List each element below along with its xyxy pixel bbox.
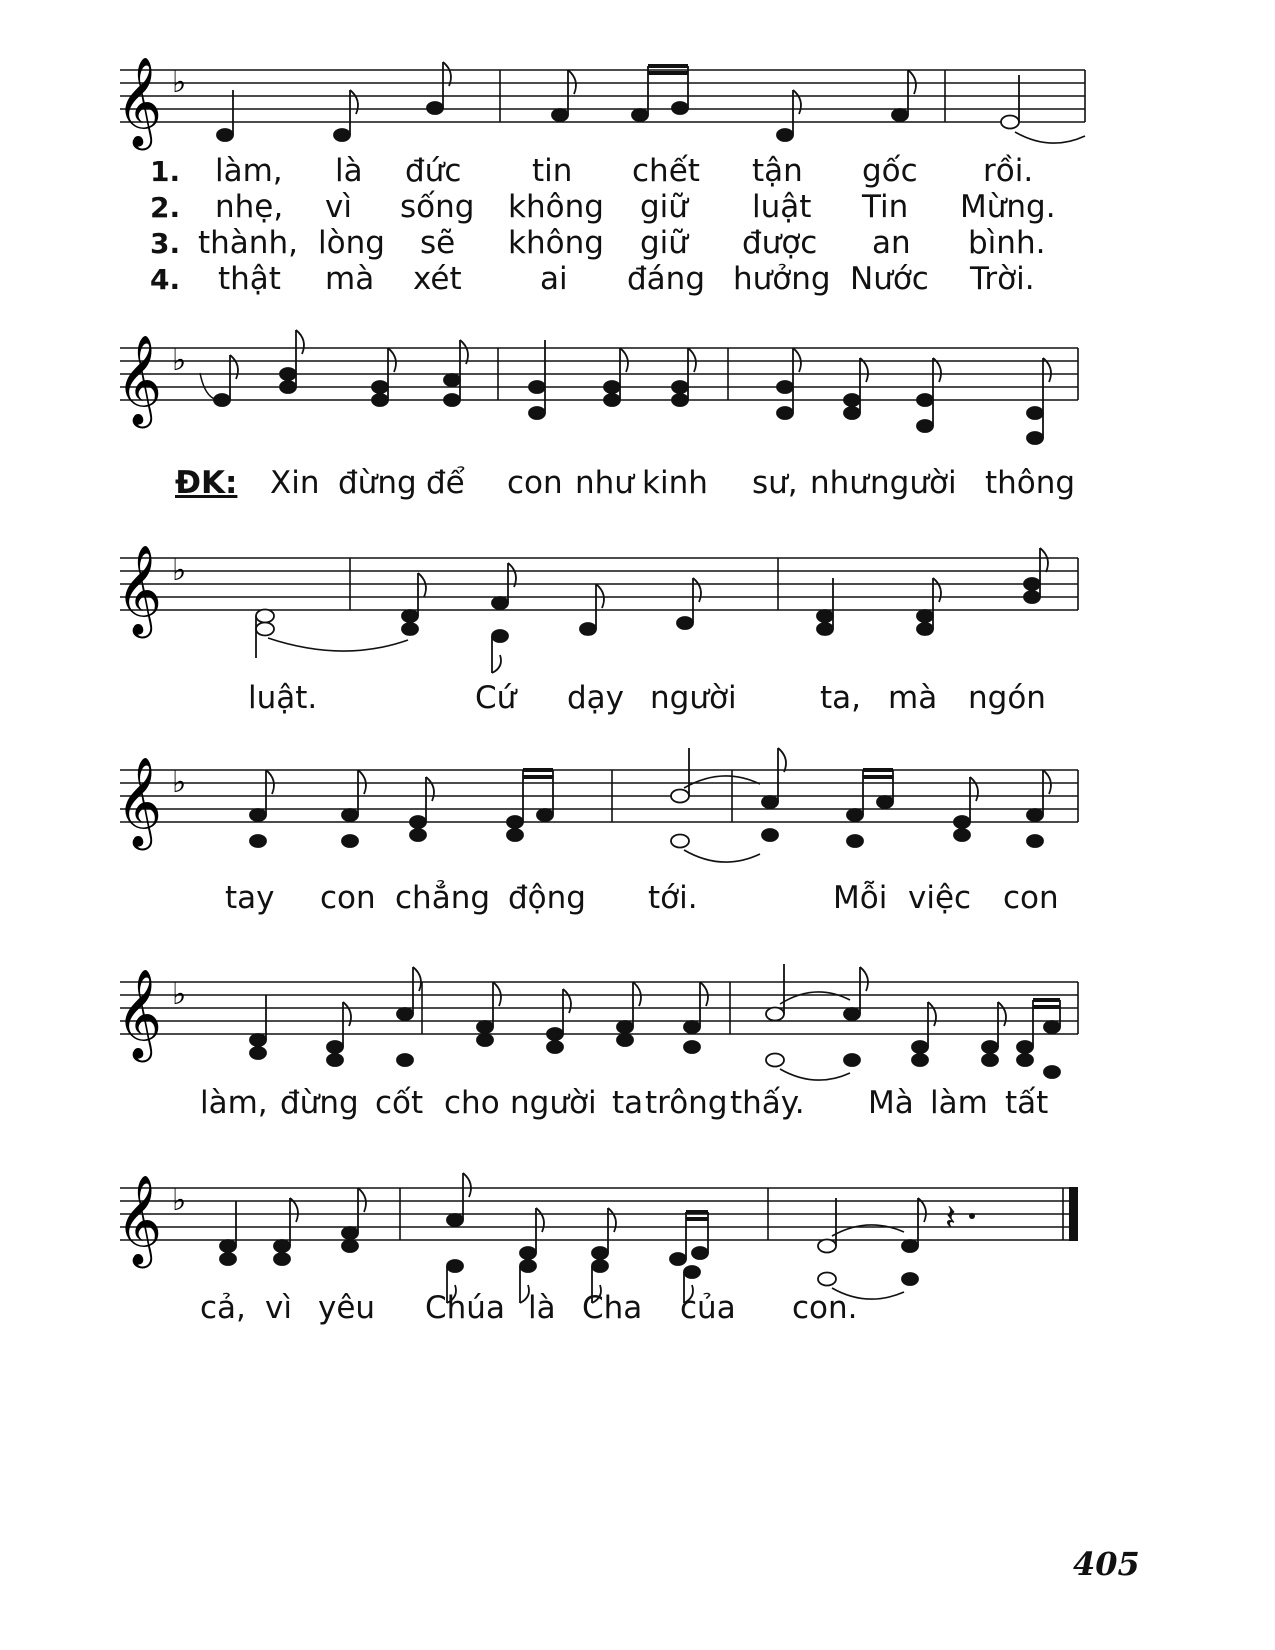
staff-system-4 [0,740,1275,880]
lyric-word: đừng [280,1085,359,1121]
lyric-word: làm, [200,1085,268,1121]
treble-clef-icon: 𝄞 [116,969,163,1059]
lyric-word: sống [400,189,475,225]
lyric-word: được [742,225,818,261]
treble-clef-icon: 𝄞 [116,545,163,635]
flat-icon: ♭ [172,1183,187,1218]
lyric-word: an [872,225,911,261]
lyric-word: như [575,465,634,501]
verse-number: 1. [150,155,181,188]
lyric-word: của [680,1290,736,1326]
lyric-word: xét [413,261,462,297]
quarter-rest-icon: 𝄽 [945,1198,957,1239]
treble-clef-icon: 𝄞 [116,757,163,847]
lyric-word: người [870,465,957,501]
lyric-word: con. [792,1290,858,1326]
lyric-word: luật [752,189,812,225]
lyric-word: ai [540,261,568,297]
lyric-word: tới. [648,880,698,916]
flat-icon: ♭ [172,977,187,1012]
lyric-word: tận [752,153,803,189]
staff-system-3 [0,528,1275,668]
flat-icon: ♭ [172,765,187,800]
lyric-word: giữ [640,189,688,225]
lyric-word: tất [1005,1085,1049,1121]
lyric-word: nhẹ, [215,189,284,225]
lyric-word: Mà [868,1085,914,1121]
lyric-word: mà [888,680,938,716]
lyric-word: con [1003,880,1059,916]
lyric-word: gốc [862,153,918,189]
flat-icon: ♭ [172,65,187,100]
lyric-word: hưởng [733,261,831,297]
lyric-word: ta, [820,680,862,716]
lyric-word: Tin [862,189,909,225]
lyric-word: làm [930,1085,988,1121]
page-number: 405 [1073,1545,1140,1583]
lyric-word: Cha [582,1290,643,1326]
refrain-label: ĐK: [175,465,238,501]
lyric-word: vì [265,1290,292,1326]
lyric-word: người [510,1085,597,1121]
lyric-word: ta [612,1085,644,1121]
lyric-word: mà [325,261,375,297]
flat-icon: ♭ [172,343,187,378]
lyric-word: Mỗi [833,880,888,916]
verse-number: 2. [150,191,181,224]
lyric-word: tay [225,880,275,916]
treble-clef-icon: 𝄞 [116,335,163,425]
lyric-word: trông [645,1085,728,1121]
lyric-word: việc [908,880,972,916]
lyric-word: Chúa [425,1290,505,1326]
lyric-word: giữ [640,225,688,261]
lyric-word: là [335,153,363,189]
lyric-word: luật. [248,680,318,716]
lyric-word: động [508,880,586,916]
lyric-word: thấy. [730,1085,805,1121]
lyric-word: Cứ [475,680,517,716]
flat-icon: ♭ [172,553,187,588]
lyric-word: chẳng [395,880,491,916]
staff-system-2 [0,318,1275,448]
staff-system-6 [0,1158,1275,1308]
lyric-word: đức [405,153,462,189]
lyric-word: cho [444,1085,500,1121]
lyric-word: thông [985,465,1076,501]
lyric-word: yêu [318,1290,376,1326]
lyric-word: tin [532,153,573,189]
lyric-word: đáng [627,261,705,297]
lyric-word: Nước [850,261,929,297]
lyric-word: cả, [200,1290,246,1326]
staff-system-5 [0,952,1275,1092]
lyric-word: người [650,680,737,716]
lyric-word: chết [632,153,700,189]
lyric-word: thật [218,261,281,297]
lyric-word: con [507,465,563,501]
lyric-word: rồi. [983,153,1034,189]
lyric-word: là [528,1290,556,1326]
lyric-word: thành, [198,225,298,261]
treble-clef-icon: 𝄞 [116,57,163,147]
verse-number: 4. [150,263,181,296]
lyric-word: ngón [968,680,1046,716]
lyric-word: đừng [338,465,417,501]
lyric-word: cốt [375,1085,424,1121]
lyric-word: làm, [215,153,283,189]
lyric-word: vì [325,189,352,225]
lyric-word: sư, [752,465,798,501]
lyric-word: như [810,465,869,501]
lyric-word: Trời. [970,261,1035,297]
lyric-word: kinh [642,465,708,501]
treble-clef-icon: 𝄞 [116,1175,163,1265]
lyric-word: Xin [270,465,320,501]
lyric-word: lòng [318,225,385,261]
verse-number: 3. [150,227,181,260]
lyric-word: con [320,880,376,916]
lyric-word: bình. [968,225,1046,261]
lyric-word: dạy [567,680,625,716]
lyric-word: Mừng. [960,189,1056,225]
lyric-word: sẽ [420,225,456,261]
lyric-word: để [426,465,465,501]
lyric-word: không [508,225,604,261]
lyric-word: không [508,189,604,225]
